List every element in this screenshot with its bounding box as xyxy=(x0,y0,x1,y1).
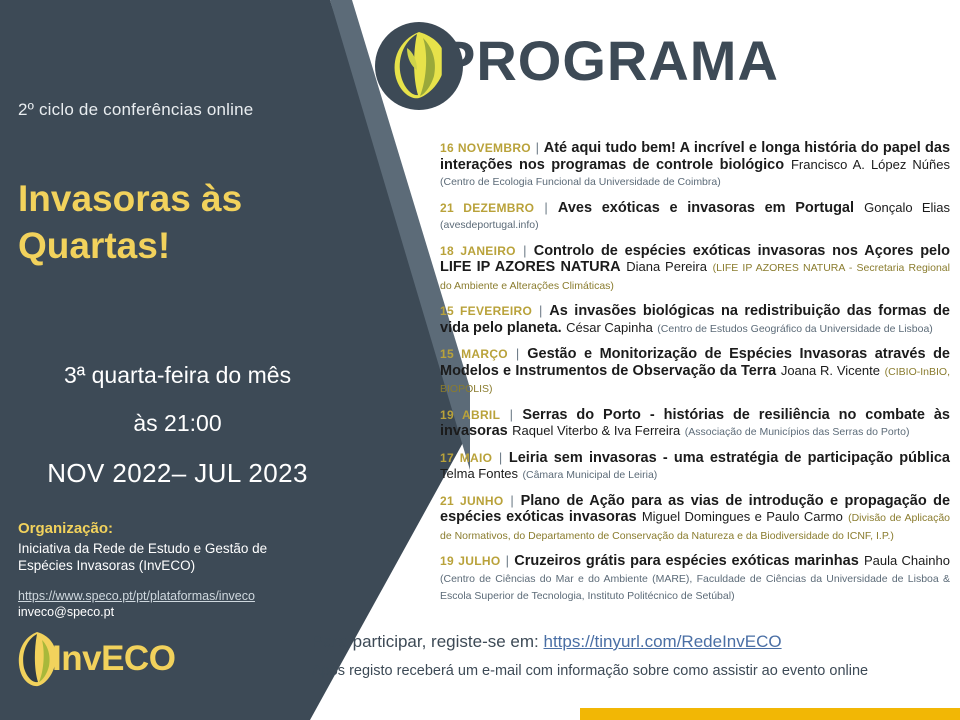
entry-speaker: Gonçalo Elias xyxy=(864,199,951,215)
cycle-subtitle: 2º ciclo de conferências online xyxy=(18,100,254,119)
entry-affiliation: (Divisão de Aplicação de Normativos, do Departamento de Conservação da Natureza e da Biodiversidade do ICNF, I.P.) xyxy=(440,512,951,542)
organization-email: inveco@speco.pt xyxy=(18,605,115,619)
entry-date: 15 MARÇO xyxy=(440,347,508,361)
organization-line-1: Iniciativa da Rede de Estudo e Gestão de xyxy=(18,541,268,556)
entry-affiliation: (Centro de Estudos Geográfico da Universidade de Lisboa) xyxy=(657,322,933,335)
register-line xyxy=(312,632,952,652)
entry-speaker: Telma Fontes xyxy=(440,466,519,481)
schedule-range: NOV 2022– JUL 2023 xyxy=(47,458,308,488)
footer-accent-bar xyxy=(580,708,960,720)
entry-separator: | xyxy=(505,553,510,568)
entry-title: As invasões biológicas na redistribuição das formas de vida pelo planeta. xyxy=(440,303,950,336)
page-title-line1: Invasoras às xyxy=(18,178,243,219)
entry-title: Aves exóticas e invasoras em Portugal xyxy=(557,199,855,216)
entry-affiliation: (avesdeportugal.info) xyxy=(440,219,539,231)
entry-date: 17 MAIO xyxy=(440,450,493,465)
entry-date: 21 JUNHO xyxy=(440,493,504,508)
programa-heading: PROGRAMA xyxy=(438,29,779,92)
entry-date: 19 JULHO xyxy=(440,554,501,568)
entry-title: Até aqui tudo bem! A incrível e longa história do papel das interações nos programas de controle biológico xyxy=(440,140,951,173)
page-title-line2: Quartas! xyxy=(18,225,171,266)
entry-title: Cruzeiros grátis para espécies exóticas marinhas xyxy=(514,553,859,569)
inveco-logo-text: InvECO xyxy=(52,639,176,678)
program-entry xyxy=(440,303,950,337)
program-entry xyxy=(440,346,950,398)
entry-separator: | xyxy=(515,346,520,361)
entry-date: 15 FEVEREIRO xyxy=(440,304,533,318)
entry-affiliation: (Centro de Ciências do Mar e do Ambiente (MARE), Faculdade de Ciências da Universidade de Lisboa & Escola Superior de Tecnologia, Instituto Politécnico de Setúbal) xyxy=(440,572,950,602)
entry-separator: | xyxy=(498,449,503,465)
entry-affiliation: (CIBIO-InBIO, BIOPOLIS) xyxy=(440,365,950,395)
entry-speaker: Raquel Viterbo & Iva Ferreira xyxy=(512,423,681,438)
entry-speaker: Paula Chainho xyxy=(863,553,950,568)
poster-header xyxy=(375,16,945,116)
entry-date: 16 NOVEMBRO xyxy=(440,141,531,155)
entry-affiliation: (Câmara Municipal de Leiria) xyxy=(522,469,658,481)
program-entry xyxy=(440,450,950,484)
poster-footer xyxy=(312,632,952,679)
entry-speaker: Diana Pereira xyxy=(626,259,707,274)
entry-title: Serras do Porto - histórias de resiliência no combate às invasoras xyxy=(440,406,950,439)
entry-separator: | xyxy=(510,492,514,508)
organization-line-2: Espécies Invasoras (InvECO) xyxy=(18,558,196,573)
schedule-weekday: 3ª quarta-feira do mês xyxy=(63,362,292,388)
register-link[interactable]: https://tinyurl.com/RedeInvECO xyxy=(543,632,782,651)
entry-speaker: César Capinha xyxy=(566,319,653,335)
program-entry xyxy=(440,493,950,545)
entry-separator: | xyxy=(538,303,543,318)
entry-title: Plano de Ação para as vias de introdução e propagação de espécies exóticas invasoras xyxy=(440,492,951,525)
entry-separator: | xyxy=(523,242,527,258)
entry-separator: | xyxy=(544,199,548,215)
register-note: Após registo receberá um e-mail com informação sobre como assistir ao evento online xyxy=(312,663,869,679)
schedule-time: às 21:00 xyxy=(133,410,222,436)
entry-affiliation: (Centro de Ecologia Funcional da Universidade de Coimbra) xyxy=(440,176,721,188)
entry-speaker: Francisco A. López Núñes xyxy=(790,156,950,172)
entry-separator: | xyxy=(509,406,513,422)
entry-date: 21 DEZEMBRO xyxy=(440,200,535,215)
left-content xyxy=(0,0,340,720)
entry-date: 19 ABRIL xyxy=(440,407,501,422)
program-entry xyxy=(440,243,950,295)
organization-label: Organização: xyxy=(18,520,114,537)
entry-date: 18 JANEIRO xyxy=(440,243,516,258)
program-entry xyxy=(440,200,950,234)
entry-title: Gestão e Monitorização de Espécies Invasoras através de Modelos e Instrumentos de Observação da Terra xyxy=(440,346,950,379)
entry-affiliation: (Associação de Municípios das Serras do Porto) xyxy=(684,426,910,438)
entry-title: Controlo de espécies exóticas invasoras nos Açores pelo LIFE IP AZORES NATURA xyxy=(440,242,951,275)
program-entry xyxy=(440,140,950,191)
program-entry xyxy=(440,407,950,441)
entry-separator: | xyxy=(535,140,540,155)
entry-speaker: Miguel Domingues e Paulo Carmo xyxy=(641,509,843,524)
entry-speaker: Joana R. Vicente xyxy=(780,362,880,378)
organization-website-link[interactable]: https://www.speco.pt/pt/plataformas/inveco xyxy=(18,589,255,603)
entry-title: Leiria sem invasoras - uma estratégia de participação pública xyxy=(508,449,950,466)
organization-block xyxy=(18,520,318,620)
page-title xyxy=(18,175,242,269)
program-list xyxy=(440,140,950,614)
entry-affiliation: (LIFE IP AZORES NATURA - Secretaria Regional do Ambiente e Alterações Climáticas) xyxy=(440,262,950,292)
program-entry xyxy=(440,553,950,605)
register-label: Para participar, registe-se em: xyxy=(312,632,539,651)
